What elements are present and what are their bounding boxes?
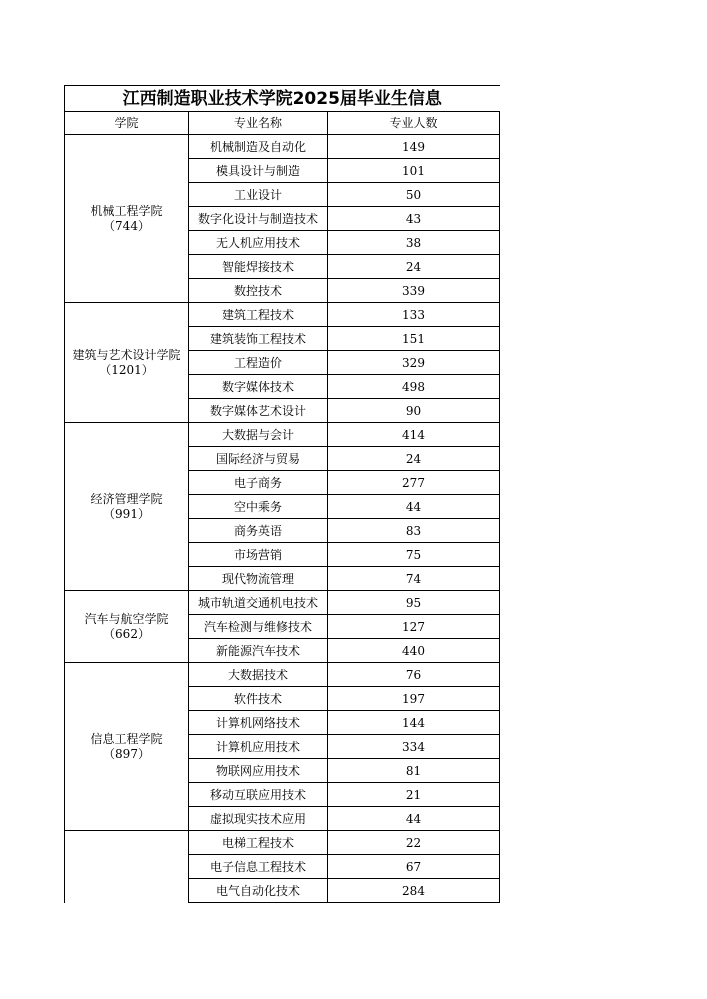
major-name: 智能焊接技术	[189, 255, 328, 279]
major-count: 329	[328, 351, 500, 375]
major-name: 汽车检测与维修技术	[189, 615, 328, 639]
major-count: 151	[328, 327, 500, 351]
major-count: 24	[328, 447, 500, 471]
major-count: 81	[328, 759, 500, 783]
major-name: 工业设计	[189, 183, 328, 207]
major-name: 建筑工程技术	[189, 303, 328, 327]
major-name: 无人机应用技术	[189, 231, 328, 255]
major-name: 模具设计与制造	[189, 159, 328, 183]
major-count: 414	[328, 423, 500, 447]
major-name: 电子商务	[189, 471, 328, 495]
major-count: 83	[328, 519, 500, 543]
major-count: 101	[328, 159, 500, 183]
major-name: 市场营销	[189, 543, 328, 567]
major-count: 197	[328, 687, 500, 711]
major-count: 284	[328, 879, 500, 903]
header-college: 学院	[65, 112, 189, 135]
major-name: 数控技术	[189, 279, 328, 303]
major-name: 电子信息工程技术	[189, 855, 328, 879]
table-body	[65, 86, 500, 903]
major-count: 90	[328, 399, 500, 423]
major-count: 67	[328, 855, 500, 879]
major-count: 44	[328, 495, 500, 519]
graduate-info-sheet	[64, 85, 500, 903]
college-name: 建筑与艺术设计学院	[72, 347, 181, 362]
header-major: 专业名称	[189, 112, 328, 135]
major-name: 计算机网络技术	[189, 711, 328, 735]
college-cell	[65, 831, 189, 903]
college-cell	[65, 591, 189, 663]
college-total: （744）	[103, 218, 150, 233]
major-name: 工程造价	[189, 351, 328, 375]
college-total: （662）	[103, 626, 150, 641]
college-name: 信息工程学院	[90, 731, 163, 746]
table-row	[65, 831, 500, 855]
major-count: 44	[328, 807, 500, 831]
major-name: 机械制造及自动化	[189, 135, 328, 159]
major-count: 21	[328, 783, 500, 807]
major-count: 24	[328, 255, 500, 279]
major-name: 空中乘务	[189, 495, 328, 519]
major-name: 移动互联应用技术	[189, 783, 328, 807]
major-count: 277	[328, 471, 500, 495]
graduate-info-table	[64, 85, 500, 903]
major-count: 50	[328, 183, 500, 207]
major-count: 95	[328, 591, 500, 615]
title-row	[65, 86, 500, 112]
major-name: 大数据与会计	[189, 423, 328, 447]
major-count: 440	[328, 639, 500, 663]
major-count: 334	[328, 735, 500, 759]
major-count: 133	[328, 303, 500, 327]
table-row	[65, 423, 500, 447]
college-total: （991）	[103, 506, 150, 521]
college-name: 经济管理学院	[90, 491, 163, 506]
sheet-title: 江西制造职业技术学院2025届毕业生信息	[65, 86, 500, 112]
major-name: 计算机应用技术	[189, 735, 328, 759]
major-count: 339	[328, 279, 500, 303]
major-name: 数字媒体艺术设计	[189, 399, 328, 423]
major-count: 144	[328, 711, 500, 735]
college-cell	[65, 663, 189, 831]
college-cell	[65, 303, 189, 423]
college-name: 机械工程学院	[90, 203, 163, 218]
major-name: 虚拟现实技术应用	[189, 807, 328, 831]
major-name: 国际经济与贸易	[189, 447, 328, 471]
college-total: （1201）	[99, 362, 154, 377]
header-row	[65, 112, 500, 135]
major-count: 76	[328, 663, 500, 687]
major-name: 现代物流管理	[189, 567, 328, 591]
college-name: 汽车与航空学院	[84, 611, 169, 626]
table-row	[65, 663, 500, 687]
major-name: 城市轨道交通机电技术	[189, 591, 328, 615]
header-count: 专业人数	[328, 112, 500, 135]
major-name: 数字化设计与制造技术	[189, 207, 328, 231]
major-count: 38	[328, 231, 500, 255]
major-count: 22	[328, 831, 500, 855]
major-count: 43	[328, 207, 500, 231]
major-count: 75	[328, 543, 500, 567]
major-count: 498	[328, 375, 500, 399]
major-count: 149	[328, 135, 500, 159]
major-name: 大数据技术	[189, 663, 328, 687]
table-row	[65, 303, 500, 327]
college-cell	[65, 135, 189, 303]
college-cell	[65, 423, 189, 591]
college-total: （897）	[103, 746, 150, 761]
major-name: 商务英语	[189, 519, 328, 543]
major-name: 数字媒体技术	[189, 375, 328, 399]
major-name: 物联网应用技术	[189, 759, 328, 783]
major-name: 电梯工程技术	[189, 831, 328, 855]
major-name: 新能源汽车技术	[189, 639, 328, 663]
table-row	[65, 135, 500, 159]
major-name: 建筑装饰工程技术	[189, 327, 328, 351]
major-count: 127	[328, 615, 500, 639]
major-name: 电气自动化技术	[189, 879, 328, 903]
table-row	[65, 591, 500, 615]
major-count: 74	[328, 567, 500, 591]
major-name: 软件技术	[189, 687, 328, 711]
